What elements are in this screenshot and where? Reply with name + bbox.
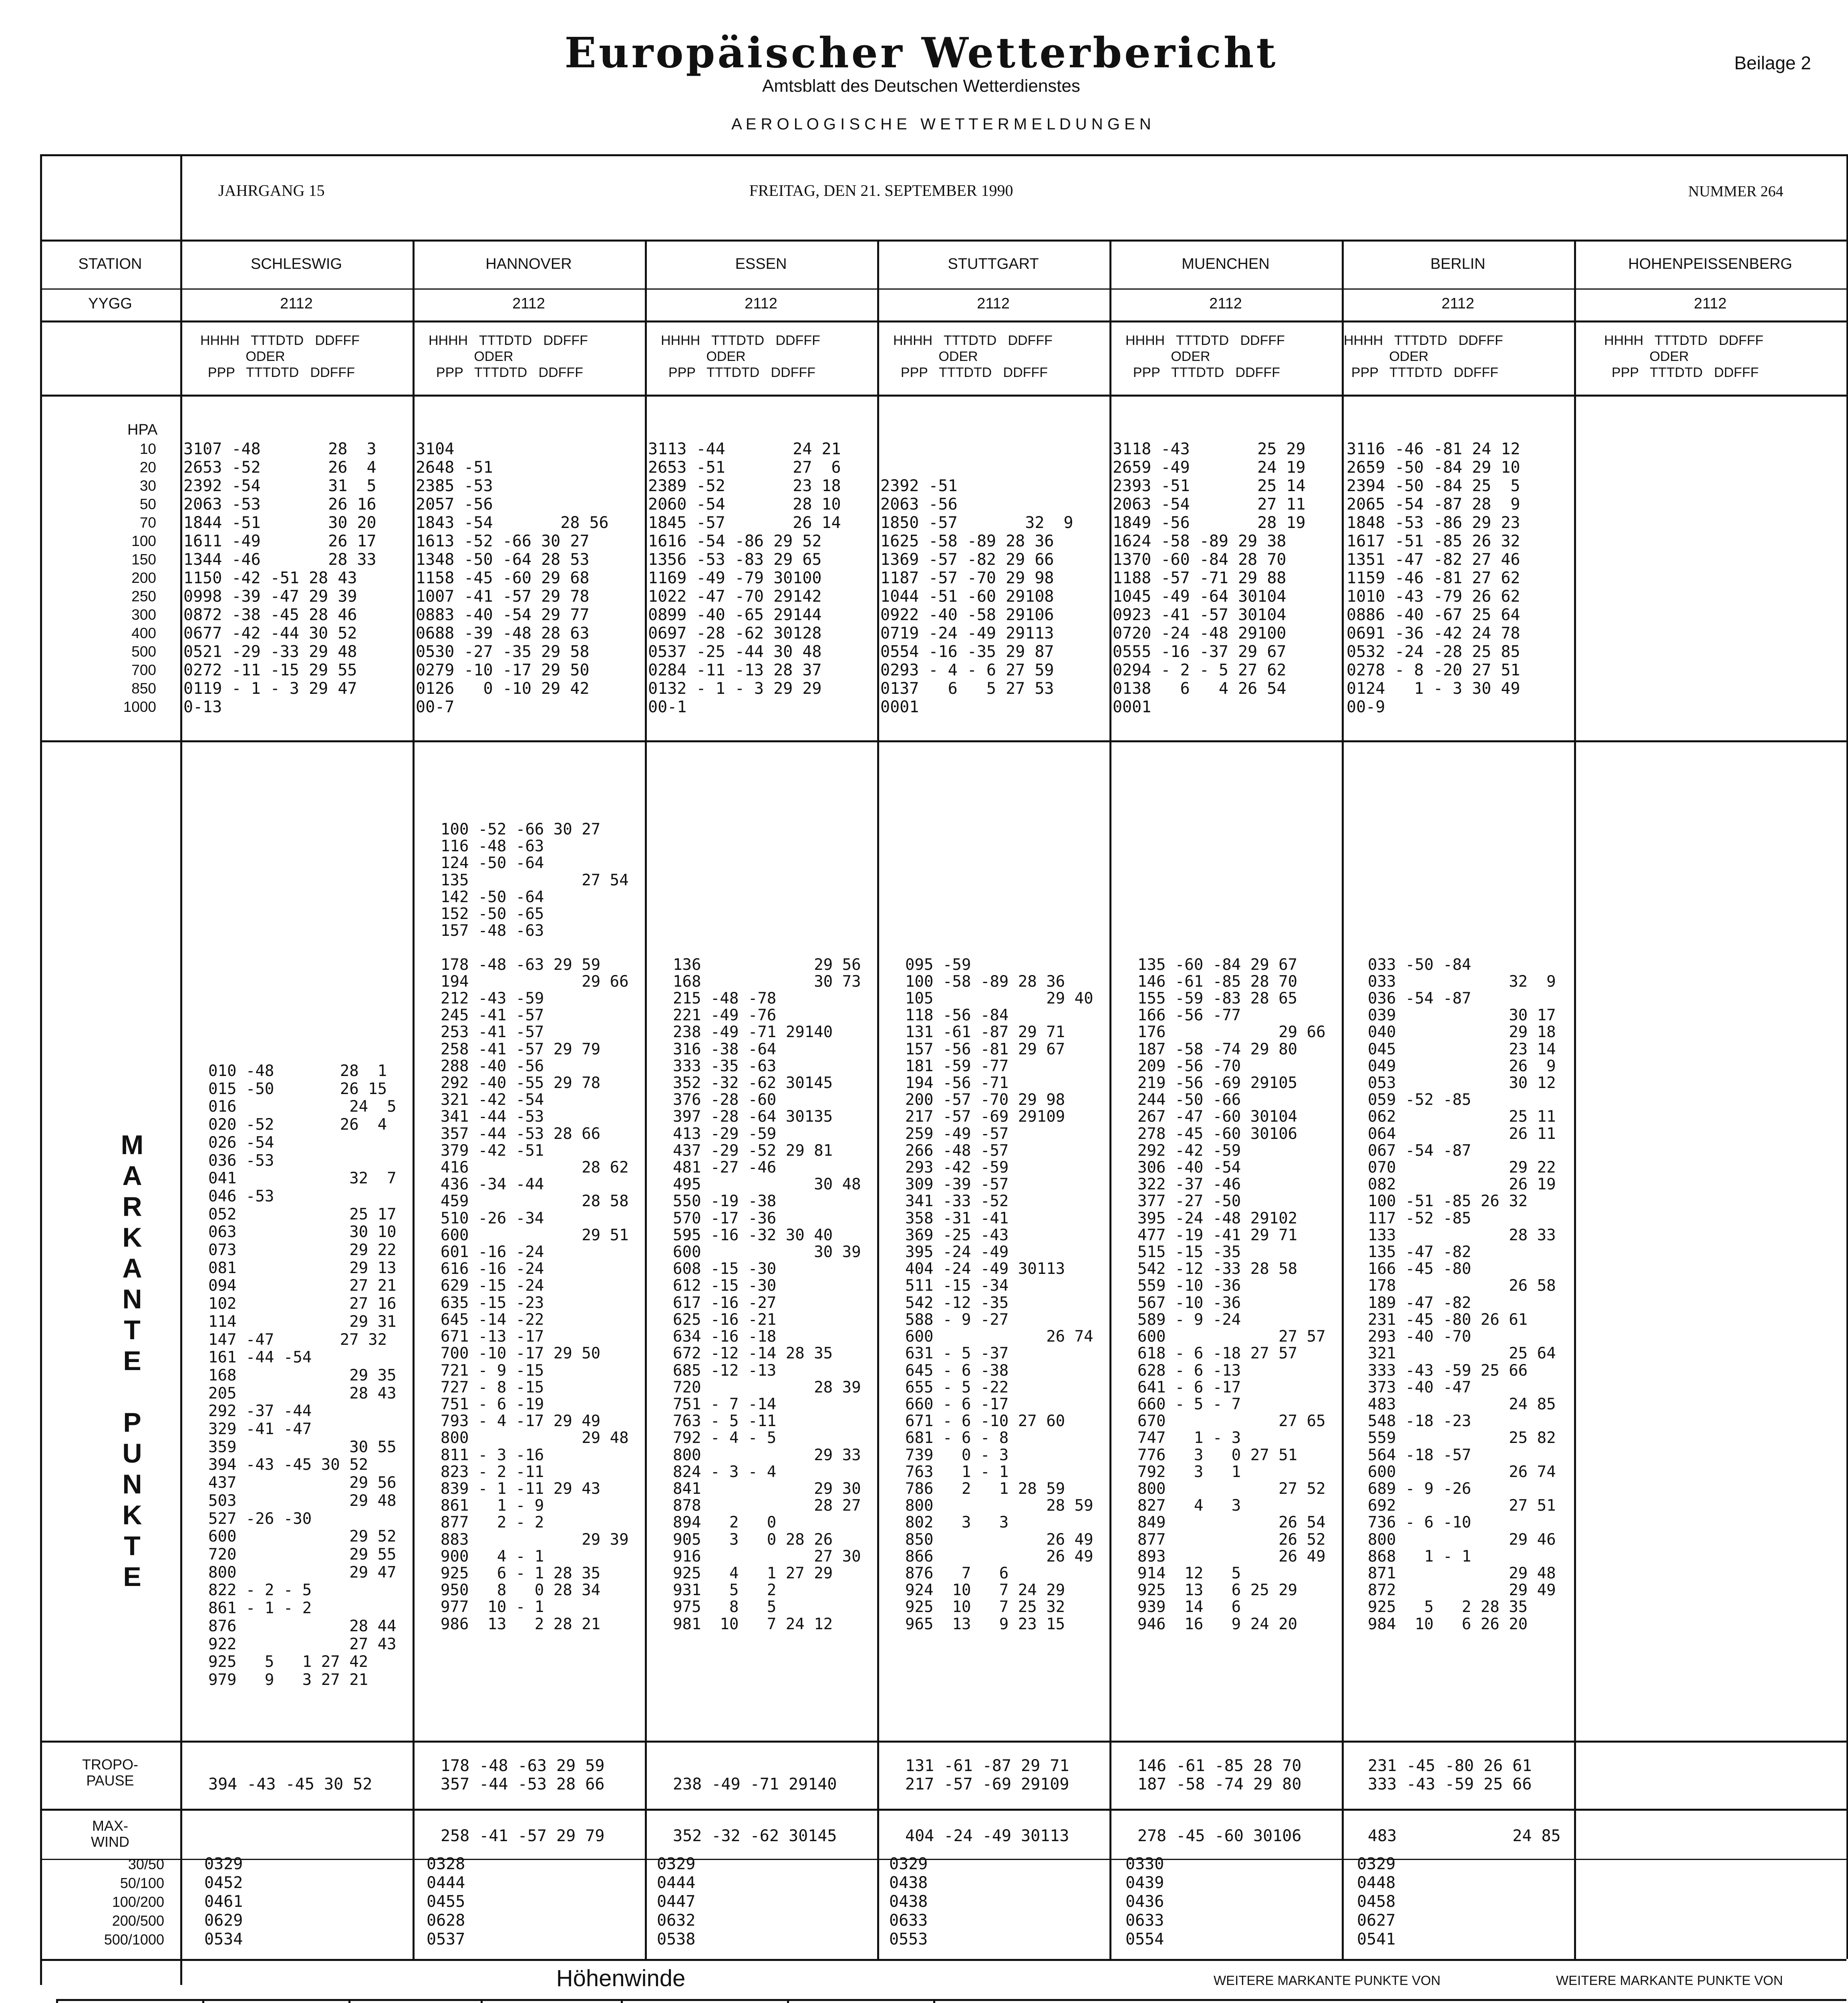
station-yygg: 2112 xyxy=(512,295,545,312)
tropopause-label: TROPO- PAUSE xyxy=(82,1756,138,1789)
station-name: ESSEN xyxy=(735,256,787,272)
station-yygg: 2112 xyxy=(1209,295,1242,312)
station-label: STATION xyxy=(78,256,142,272)
shear-data: 0329 0452 0461 0629 0534 xyxy=(204,1855,243,1949)
column-header: HHHH TTTDTD DDFFF ODER PPP TTTDTD DDFFF xyxy=(1344,333,1503,380)
station-name: HANNOVER xyxy=(485,256,572,272)
station-yygg: 2112 xyxy=(280,295,313,312)
maxwind-data: 404 -24 -49 30113 xyxy=(905,1827,1069,1845)
standard-levels: 2392 -51 2063 -56 1850 -57 32 9 1625 -58 -89 28 36 1369 -57 -82 29 66 1187 -57 -70 29 98 1044 -51 -60 29108 0922 -40 -58 29106 0719 -24 -49 29113 0554 -16 -35 29 87 0293 - 4 - 6 27 59 0137 6 5 27 53 0001 xyxy=(880,477,1073,716)
station-name: MUENCHEN xyxy=(1182,256,1270,272)
standard-levels: 3107 -48 28 3 2653 -52 26 4 2392 -54 31 5 2063 -53 26 16 1844 -51 30 20 1611 -49 26 17 1344 -46 28 33 1150 -42 -51 28 43 0998 -39 -47 29 39 0872 -38 -45 28 46 0677 -42 -44 30 52 0521 -29 -33 29 48 0272 -11 -15 29 55 0119 - 1 - 3 29 47 0-13 xyxy=(183,440,376,716)
station-yygg: 2112 xyxy=(1694,295,1727,312)
section-title: A E R O L O G I S C H E W E T T E R M E L D U N G E N xyxy=(731,115,1151,133)
markante-punkte: 095 -59 100 -58 -89 28 36 105 29 40 118 -56 -84 131 -61 -87 29 71 157 -56 -81 29 67 181 -59 -77 194 -56 -71 200 -57 -70 29 98 217 -57 -69 29109 259 -49 -57 266 -48 -57 293 -42 -59 309 -39 -57 341 -33 -52 358 -31 -41 369 -25 -43 395 -24 -49 404 -24 -49 30113 511 -15 -34 542 -12 -35 588 - 9 -27 600 26 74 631 - 5 -37 645 - 6 -38 655 - 5 -22 660 - 6 -17 671 - 6 -10 27 60 681 - 6 - 8 739 0 - 3 763 1 - 1 786 2 1 28 59 800 28 59 802 3 3 850 26 49 866 26 49 876 7 6 924 10 7 24 29 925 10 7 25 32 965 13 9 23 15 xyxy=(905,955,1093,1633)
maxwind-data: 258 -41 -57 29 79 xyxy=(441,1827,605,1845)
markante-punkte: 135 -60 -84 29 67 146 -61 -85 28 70 155 -59 -83 28 65 166 -56 -77 176 29 66 187 -58 -74 29 80 209 -56 -70 219 -56 -69 29105 244 -50 -66 267 -47 -60 30104 278 -45 -60 30106 292 -42 -59 306 -40 -54 322 -37 -46 377 -27 -50 395 -24 -48 29102 477 -19 -41 29 71 515 -15 -35 542 -12 -33 28 58 559 -10 -36 567 -10 -36 589 - 9 -24 600 27 57 618 - 6 -18 27 57 628 - 6 -13 641 - 6 -17 660 - 5 - 7 670 27 65 747 1 - 3 776 3 0 27 51 792 3 1 800 27 52 827 4 3 849 26 54 877 26 52 893 26 49 914 12 5 925 13 6 25 29 939 14 6 946 16 9 24 20 xyxy=(1137,955,1326,1633)
document-subtitle: Amtsblatt des Deutschen Wetterdienstes xyxy=(762,76,1081,96)
tropopause-data: 238 -49 -71 29140 xyxy=(673,1775,837,1793)
column-header: HHHH TTTDTD DDFFF ODER PPP TTTDTD DDFFF xyxy=(429,333,588,380)
jahrgang-label: JAHRGANG 15 xyxy=(218,181,325,199)
column-header: HHHH TTTDTD DDFFF ODER PPP TTTDTD DDFFF xyxy=(893,333,1053,380)
station-name: BERLIN xyxy=(1430,256,1486,272)
beilage-label: Beilage 2 xyxy=(1734,52,1811,73)
markante-punkte: 033 -50 -84 033 32 9 036 -54 -87 039 30 17 040 29 18 045 23 14 049 26 9 053 30 12 059 -52 -85 062 25 11 064 26 11 067 -54 -87 070 29 22 082 26 19 100 -51 -85 26 32 117 -52 -85 133 28 33 135 -47 -82 166 -45 -80 178 26 58 189 -47 -82 231 -45 -80 26 61 293 -40 -70 321 25 64 333 -43 -59 25 66 373 -40 -47 483 24 85 548 -18 -23 559 25 82 564 -18 -57 600 26 74 689 - 9 -26 692 27 51 736 - 6 -10 800 29 46 868 1 - 1 871 29 48 872 29 49 925 5 2 28 35 984 10 6 26 20 xyxy=(1368,955,1556,1633)
station-yygg: 2112 xyxy=(745,295,777,312)
shear-data: 0328 0444 0455 0628 0537 xyxy=(427,1855,465,1949)
tropopause-data: 231 -45 -80 26 61 333 -43 -59 25 66 xyxy=(1368,1757,1532,1793)
standard-levels: 3118 -43 25 29 2659 -49 24 19 2393 -51 25 14 2063 -54 27 11 1849 -56 28 19 1624 -58 -89 29 38 1370 -60 -84 28 70 1188 -57 -71 29 88 1045 -49 -64 30104 0923 -41 -57 30104 0720 -24 -48 29100 0555 -16 -37 29 67 0294 - 2 - 5 27 62 0138 6 4 26 54 0001 xyxy=(1113,440,1306,716)
markante-punkte: 010 -48 28 1 015 -50 26 15 016 24 5 020 -52 26 4 026 -54 036 -53 041 32 7 046 -53 052 25 17 063 30 10 073 29 22 081 29 13 094 27 21 102 27 16 114 29 31 147 -47 27 32 161 -44 -54 168 29 35 205 28 43 292 -37 -44 329 -41 -47 359 30 55 394 -43 -45 30 52 437 29 56 503 29 48 527 -26 -30 600 29 52 720 29 55 800 29 47 822 - 2 - 5 861 - 1 - 2 876 28 44 922 27 43 925 5 1 27 42 979 9 3 27 21 xyxy=(208,1062,397,1689)
station-yygg: 2112 xyxy=(1441,295,1474,312)
date-label: FREITAG, DEN 21. SEPTEMBER 1990 xyxy=(749,181,1013,199)
station-name: HOHENPEISSENBERG xyxy=(1628,256,1792,272)
weitere-label-2: WEITERE MARKANTE PUNKTE VON xyxy=(1556,1973,1783,1988)
maxwind-label: MAX- WIND xyxy=(91,1818,129,1850)
yygg-label: YYGG xyxy=(88,295,132,312)
standard-levels: 3113 -44 24 21 2653 -51 27 6 2389 -52 23 18 2060 -54 28 10 1845 -57 26 14 1616 -54 -86 29 52 1356 -53 -83 29 65 1169 -49 -79 30100 1022 -47 -70 29142 0899 -40 -65 29144 0697 -28 -62 30128 0537 -25 -44 30 48 0284 -11 -13 28 37 0132 - 1 - 3 29 29 00-1 xyxy=(648,440,841,716)
station-name: STUTTGART xyxy=(948,256,1039,272)
document-title: Europäischer Wetterbericht xyxy=(564,28,1278,77)
tropopause-data: 146 -61 -85 28 70 187 -58 -74 29 80 xyxy=(1137,1757,1302,1793)
hoehenwinde-title: Höhenwinde xyxy=(556,1965,686,1991)
markante-punkte-label: M A R K A N T E P U N K T E xyxy=(121,1130,144,1592)
hpa-label: HPA xyxy=(127,421,158,438)
column-header: HHHH TTTDTD DDFFF ODER PPP TTTDTD DDFFF xyxy=(200,333,360,380)
hpa-levels: 10 20 30 50 70 100 150 200 250 300 400 500 700 850 1000 xyxy=(123,441,156,715)
tropopause-data: 131 -61 -87 29 71 217 -57 -69 29109 xyxy=(905,1757,1069,1793)
standard-levels: 3104 2648 -51 2385 -53 2057 -56 1843 -54 28 56 1613 -52 -66 30 27 1348 -50 -64 28 53 1158 -45 -60 29 68 1007 -41 -57 29 78 0883 -40 -54 29 77 0688 -39 -48 28 63 0530 -27 -35 29 58 0279 -10 -17 29 50 0126 0 -10 29 42 00-7 xyxy=(416,440,609,716)
shear-data: 0329 0448 0458 0627 0541 xyxy=(1357,1855,1396,1949)
tropopause-data: 178 -48 -63 29 59 357 -44 -53 28 66 xyxy=(441,1757,605,1793)
shear-data: 0329 0444 0447 0632 0538 xyxy=(657,1855,696,1949)
issue-number: NUMMER 264 xyxy=(1688,183,1784,200)
maxwind-data: 352 -32 -62 30145 xyxy=(673,1827,837,1845)
shear-data: 0329 0438 0438 0633 0553 xyxy=(889,1855,928,1949)
standard-levels: 3116 -46 -81 24 12 2659 -50 -84 29 10 2394 -50 -84 25 5 2065 -54 -87 28 9 1848 -53 -86 29 23 1617 -51 -85 26 32 1351 -47 -82 27 46 1159 -46 -81 27 62 1010 -43 -79 26 62 0886 -40 -67 25 64 0691 -36 -42 24 78 0532 -24 -28 25 85 0278 - 8 -20 27 51 0124 1 - 3 30 49 00-9 xyxy=(1347,440,1520,716)
station-name: SCHLESWIG xyxy=(250,256,342,272)
column-header: HHHH TTTDTD DDFFF ODER PPP TTTDTD DDFFF xyxy=(1125,333,1285,380)
column-header: HHHH TTTDTD DDFFF ODER PPP TTTDTD DDFFF xyxy=(661,333,820,380)
maxwind-data: 278 -45 -60 30106 xyxy=(1137,1827,1302,1845)
column-header: HHHH TTTDTD DDFFF ODER PPP TTTDTD DDFFF xyxy=(1604,333,1763,380)
tropopause-data: 394 -43 -45 30 52 xyxy=(208,1775,372,1793)
weitere-label-1: WEITERE MARKANTE PUNKTE VON xyxy=(1214,1973,1441,1988)
shear-labels: 30/50 50/100 100/200 200/500 500/1000 xyxy=(104,1856,164,1948)
station-yygg: 2112 xyxy=(977,295,1010,312)
markante-punkte: 100 -52 -66 30 27 116 -48 -63 124 -50 -64 135 27 54 142 -50 -64 152 -50 -65 157 -48 -63 178 -48 -63 29 59 194 29 66 212 -43 -59 245 -41 -57 253 -41 -57 258 -41 -57 29 79 288 -40 -56 292 -40 -55 29 78 321 -42 -54 341 -44 -53 357 -44 -53 28 66 379 -42 -51 416 28 62 436 -34 -44 459 28 58 510 -26 -34 600 29 51 601 -16 -24 616 -16 -24 629 -15 -24 635 -15 -23 645 -14 -22 671 -13 -17 700 -10 -17 29 50 721 - 9 -15 727 - 8 -15 751 - 6 -19 793 - 4 -17 29 49 800 29 48 811 - 3 -16 823 - 2 -11 839 - 1 -11 29 43 861 1 - 9 877 2 - 2 883 29 39 900 4 - 1 925 6 - 1 28 35 950 8 0 28 34 977 10 - 1 986 13 2 28 21 xyxy=(441,820,629,1633)
shear-data: 0330 0439 0436 0633 0554 xyxy=(1125,1855,1164,1949)
markante-punkte: 136 29 56 168 30 73 215 -48 -78 221 -49 -76 238 -49 -71 29140 316 -38 -64 333 -35 -63 352 -32 -62 30145 376 -28 -60 397 -28 -64 30135 413 -29 -59 437 -29 -52 29 81 481 -27 -46 495 30 48 550 -19 -38 570 -17 -36 595 -16 -32 30 40 600 30 39 608 -15 -30 612 -15 -30 617 -16 -27 625 -16 -21 634 -16 -18 672 -12 -14 28 35 685 -12 -13 720 28 39 751 - 7 -14 763 - 5 -11 792 - 4 - 5 800 29 33 824 - 3 - 4 841 29 30 878 28 27 894 2 0 905 3 0 28 26 916 27 30 925 4 1 27 29 931 5 2 975 8 5 981 10 7 24 12 xyxy=(673,955,861,1633)
maxwind-data: 483 24 85 xyxy=(1368,1827,1561,1845)
